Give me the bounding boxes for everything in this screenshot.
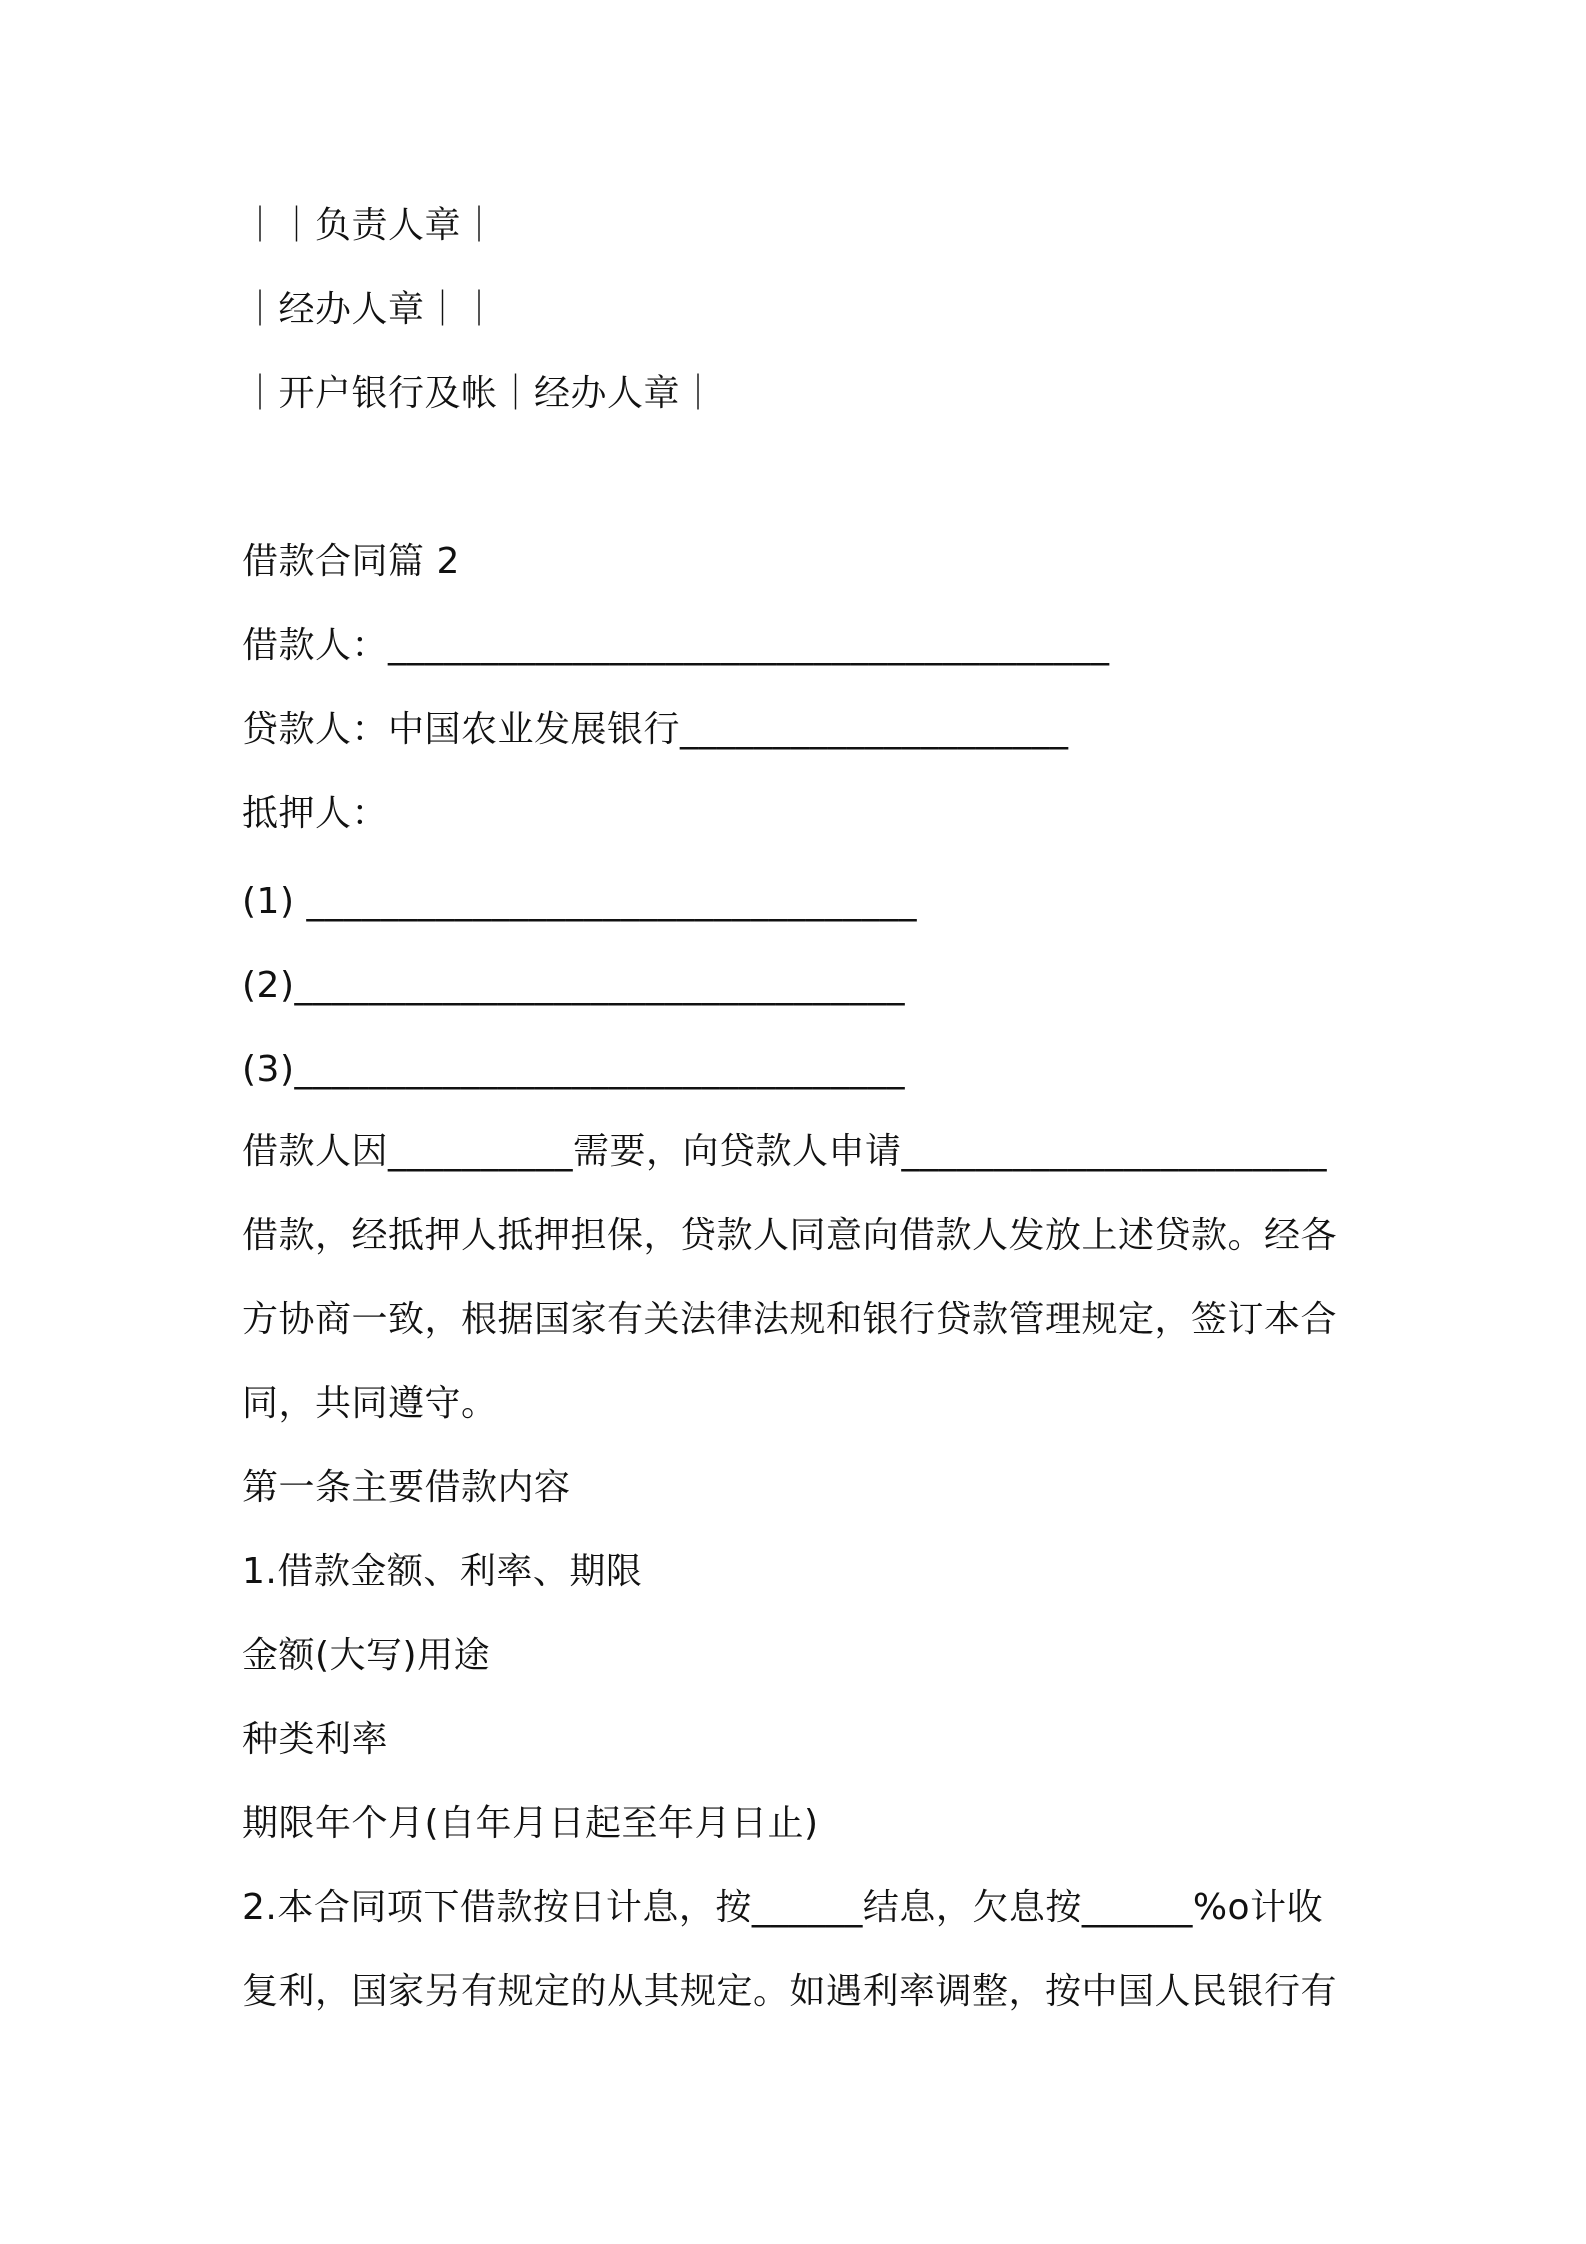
- clause-heading: 1.借款金额、利率、期限: [242, 1551, 643, 1592]
- mortgagor-3-field: (3)_________________________________: [242, 1049, 905, 1090]
- clause-line: 种类利率: [242, 1719, 389, 1760]
- signature-row-bank-account: ｜开户银行及帐｜经办人章｜: [242, 373, 717, 414]
- clause-line: 金额(大写)用途: [242, 1635, 491, 1676]
- borrower-field: 借款人：_______________________________________: [242, 625, 1110, 666]
- clause-line: 复利，国家另有规定的从其规定。如遇利率调整，按中国人民银行有: [242, 1971, 1338, 2012]
- paragraph-line: 借款，经抵押人抵押担保，贷款人同意向借款人发放上述贷款。经各: [242, 1215, 1338, 1256]
- paragraph-line: 借款人因__________需要，向贷款人申请_______________________: [242, 1131, 1328, 1172]
- clause-line: 期限年个月(自年月日起至年月日止): [242, 1803, 819, 1844]
- mortgagor-1-field: (1) _________________________________: [242, 881, 917, 922]
- clause-line: 2.本合同项下借款按日计息，按______结息，欠息按______%o计收: [242, 1887, 1324, 1928]
- article-heading: 第一条主要借款内容: [242, 1467, 571, 1508]
- mortgagor-2-field: (2)_________________________________: [242, 965, 905, 1006]
- paragraph-line: 方协商一致，根据国家有关法律法规和银行贷款管理规定，签订本合: [242, 1299, 1338, 1340]
- section-title: 借款合同篇 2: [242, 541, 460, 582]
- paragraph-line: 同，共同遵守。: [242, 1383, 498, 1424]
- lender-field: 贷款人：中国农业发展银行_____________________: [242, 709, 1069, 750]
- signature-row-responsible-seal: ｜｜负责人章｜: [242, 205, 498, 246]
- mortgagor-label: 抵押人：: [242, 793, 389, 834]
- signature-row-handler-seal: ｜经办人章｜｜: [242, 289, 498, 330]
